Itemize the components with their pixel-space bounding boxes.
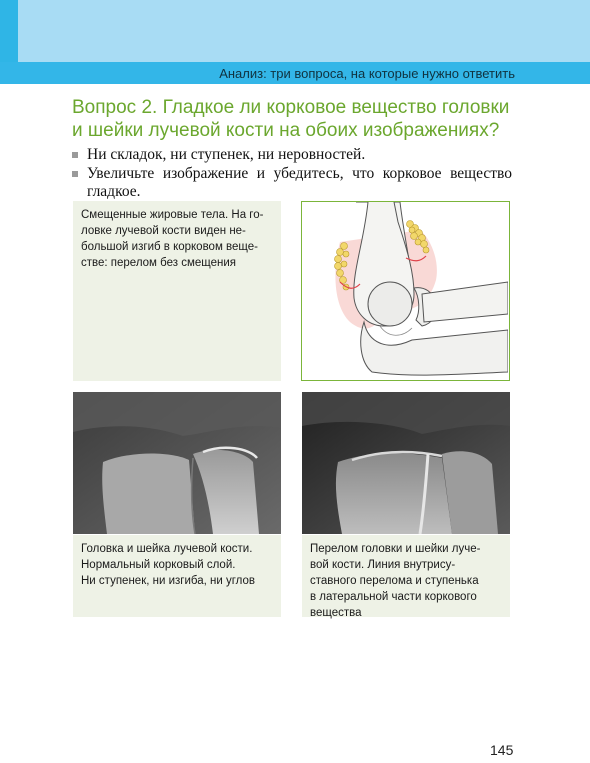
bullet-item: Ни складок, ни ступенек, ни неровностей. [72,146,512,164]
bullet-item: Увеличьте изображение и убедитесь, что корковое вещество гладкое. [72,165,512,201]
radius-bone [422,282,508,322]
bullet-square-icon [72,171,78,177]
joint-space-line [380,326,412,335]
xray-fracture [302,392,510,534]
bullet-square-icon [72,152,78,158]
caption-fat-pad: Смещенные жировые тела. На го- ловке лучевой кости виден не- большой изгиб в корковом веще- стве: перелом без смещения [73,201,281,381]
bullet-list [72,146,512,201]
page-number: 145 [490,742,514,758]
section-subtitle-bar [0,62,590,84]
caption-fracture: Перелом головки и шейки луче- вой кости. Линия внутрису- ставного перелома и ступенька в латеральной части коркового вещества [302,535,510,617]
header-accent-strip [0,0,18,62]
elbow-diagram-svg [302,202,508,379]
section-subtitle: Анализ: три вопроса, на которые нужно ответить [219,65,515,81]
question-line-2: и шейки лучевой кости на обоих изображениях? [72,120,500,141]
capitulum [368,282,412,326]
xray-normal [73,392,281,534]
caption-normal: Головка и шейка лучевой кости. Нормальный корковый слой. Ни ступенек, ни изгиба, ни углов [73,535,281,617]
question-heading [72,96,522,142]
question-line-1: Вопрос 2. Гладкое ли корковое вещество головки [72,97,510,118]
header-band [0,0,590,62]
elbow-diagram [301,201,510,381]
